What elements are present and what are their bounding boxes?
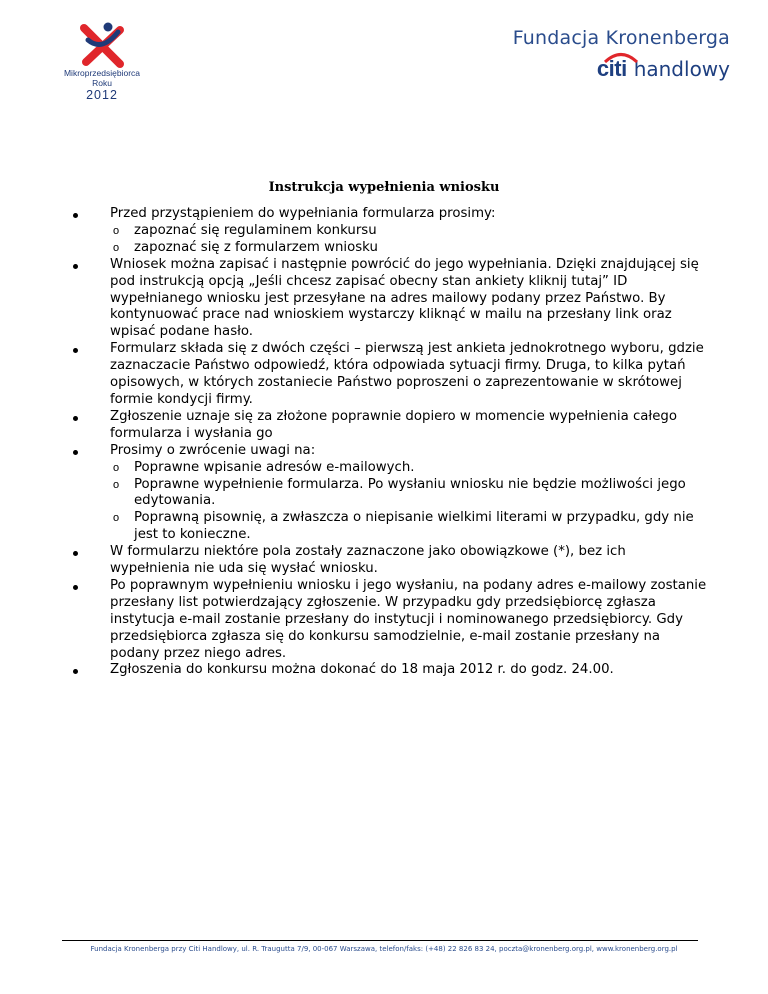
instruction-item bbox=[88, 544, 708, 578]
subitem-text: Poprawne wypełnienie formularza. Po wysłaniu wniosku nie będzie możliwości jego edytowania. bbox=[134, 476, 686, 509]
instruction-text: Przed przystąpieniem do wypełniania formularza prosimy: bbox=[110, 206, 496, 221]
citi-handlowy-logo bbox=[513, 56, 730, 81]
logo-caption: Mikroprzedsiębiorca bbox=[63, 68, 141, 78]
instruction-text: Prosimy o zwrócenie uwagi na: bbox=[110, 442, 316, 458]
instruction-item bbox=[88, 578, 708, 663]
instruction-text: Zgłoszenie uznaje się za złożone poprawnie dopiero w momencie wypełnienia całego formularza i wysłania go bbox=[110, 408, 677, 441]
instruction-subitem bbox=[88, 477, 708, 511]
instruction-text: Wniosek można zapisać i następnie powrócić do jego wypełniania. Dzięki znajdującej się pod instrukcją opcją „Jeśli chcesz zapisać obecny stan ankiety kliknij tutaj” ID wypełnianego wniosku jest przesyłane na adres mailowy podany przez Państwo. By kontynuować prace nad wnioskiem wystarczy kliknąć w mailu na przesłany link oraz wpisać podane hasło. bbox=[110, 256, 699, 340]
instruction-text: W formularzu niektóre pola zostały zaznaczone jako obowiązkowe (*), bez ich wypełnienia nie uda się wysłać wniosku. bbox=[110, 544, 626, 577]
footer-divider bbox=[62, 940, 698, 941]
instruction-subitem bbox=[88, 510, 708, 544]
instruction-subitem bbox=[88, 460, 708, 477]
foundation-name: Fundacja Kronenberga bbox=[512, 27, 730, 49]
instruction-item bbox=[88, 443, 708, 460]
logo-year: 2012 bbox=[86, 88, 118, 102]
instruction-subitem bbox=[88, 240, 708, 257]
subitem-text: Poprawną pisownię, a zwłaszcza o niepisanie wielkimi literami w przypadku, gdy nie jest to konieczne. bbox=[134, 510, 694, 543]
subitem-text: zapoznać się z formularzem wniosku bbox=[134, 239, 378, 255]
footer-address: Fundacja Kronenberga przy Citi Handlowy, ul. R. Traugutta 7/9, 00-067 Warszawa, telefon/faks: (+48) 22 826 83 24, poczta@kronenberg.org.pl, www.kronenberg.org.pl bbox=[90, 945, 678, 953]
document-title: Instrukcja wypełnienia wniosku bbox=[268, 180, 500, 195]
instruction-subitem bbox=[88, 223, 708, 240]
bank-name: handlowy bbox=[633, 57, 730, 81]
kronenberg-citi-logo bbox=[513, 27, 730, 79]
instruction-item bbox=[88, 662, 708, 679]
instruction-item bbox=[88, 341, 708, 409]
instruction-item bbox=[88, 257, 708, 342]
instruction-text: Formularz składa się z dwóch części – pierwszą jest ankieta jednokrotnego wyboru, gdzie zaznaczacie Państwo odpowiedź, która odpowiada sytuacji firmy. Druga, to kilka pytań opisowych, w których zostaniecie Państwo poproszeni o zaprezentowanie w skrótowej formie kondycji firmy. bbox=[110, 341, 704, 407]
subitem-text: zapoznać się regulaminem konkursu bbox=[134, 222, 377, 238]
citi-wordmark bbox=[596, 56, 627, 81]
mikroprzedsiebiorca-emblem-icon bbox=[78, 22, 126, 68]
citi-arc-icon bbox=[599, 49, 639, 63]
mikroprzedsiebiorca-logo bbox=[62, 22, 142, 102]
instructions-list bbox=[88, 206, 708, 679]
logo-caption-2: Roku bbox=[92, 78, 112, 88]
citi-mark-text: citi bbox=[596, 56, 627, 81]
instruction-item bbox=[88, 206, 708, 223]
subitem-text: Poprawne wpisanie adresów e-mailowych. bbox=[134, 459, 415, 475]
instruction-text: Zgłoszenia do konkursu można dokonać do 18 maja 2012 r. do godz. 24.00. bbox=[110, 662, 614, 678]
instruction-item bbox=[88, 409, 708, 443]
instruction-text: Po poprawnym wypełnieniu wniosku i jego wysłaniu, na podany adres e-mailowy zostanie przesłany list potwierdzający zgłoszenie. W przypadku gdy przedsiębiorcę zgłasza instytucja e-mail zostanie przesłany do instytucji i nominowanego przedsiębiorcy. Gdy przedsiębiorca zgłasza się do konkursu samodzielnie, e-mail zostanie przesłany na podany przez niego adres. bbox=[110, 577, 707, 661]
